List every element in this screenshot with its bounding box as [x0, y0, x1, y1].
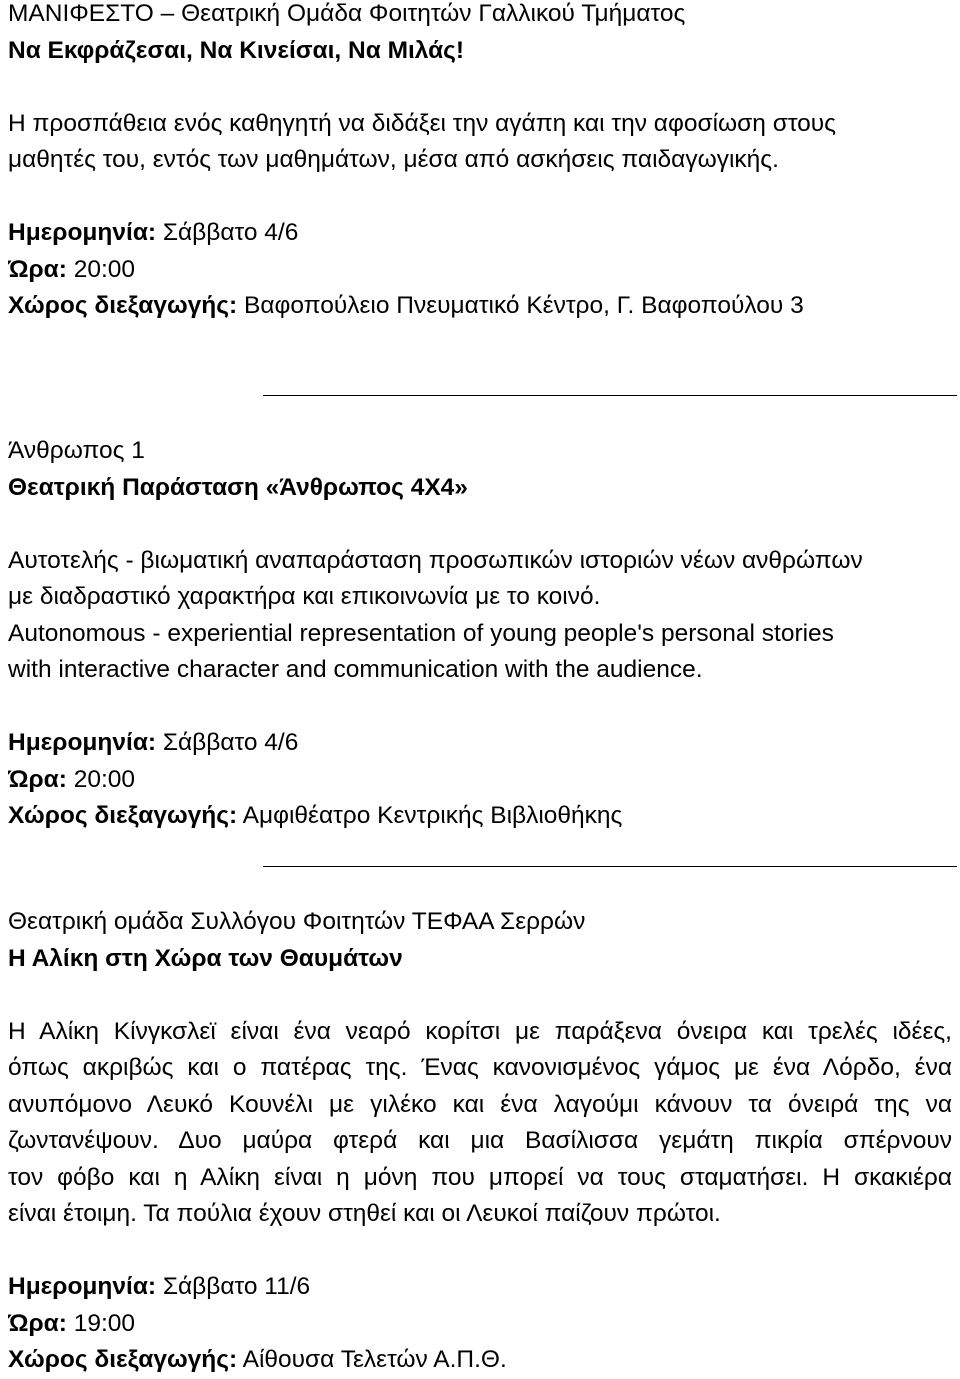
event-2-venue: [8, 798, 960, 835]
time-label: Ώρα:: [8, 765, 67, 793]
event-1: [8, 0, 960, 325]
event-1-venue: [8, 288, 960, 325]
section-divider-1: [263, 395, 957, 396]
time-value: 20:00: [66, 255, 136, 283]
venue-value: Βαφοπούλειο Πνευματικό Κέντρο, Γ. Βαφοπούλου 3: [237, 292, 804, 319]
venue-label: Χώρος διεξαγωγής:: [8, 292, 238, 319]
event-1-desc-line-2: μαθητές του, εντός των μαθημάτων, μέσα από ασκήσεις παιδαγωγικής.: [8, 146, 779, 173]
event-2-desc-line-3: Autonomous - experiential representation of young people's personal stories: [8, 619, 834, 647]
time-label: Ώρα:: [8, 255, 67, 283]
time-value: 19:00: [66, 1309, 136, 1337]
date-value: Σάββατο 11/6: [156, 1273, 311, 1300]
event-3-time: [8, 1306, 960, 1343]
event-1-header: ΜΑΝΙΦΕΣΤΟ – Θεατρική Ομάδα Φοιτητών Γαλλικού Τμήματος: [8, 0, 686, 27]
venue-value: Αίθουσα Τελετών Α.Π.Θ.: [237, 1346, 507, 1373]
event-3-desc-line-5: τον φόβο και η Αλίκη είναι η μόνη που μπορεί να τους σταματήσει. Η σκακιέρα: [8, 1163, 952, 1191]
event-3-header: Θεατρική ομάδα Συλλόγου Φοιτητών ΤΕΦΑΑ Σερρών: [8, 908, 586, 935]
date-label: Ημερομηνία:: [8, 729, 157, 756]
time-value: 20:00: [66, 765, 136, 793]
event-2-desc-line-2: με διαδραστικό χαρακτήρα και επικοινωνία με το κοινό.: [8, 583, 601, 610]
event-1-date: [8, 215, 960, 252]
event-3-desc-line-4: ζωντανέψουν. Δυο μαύρα φτερά και μια Βασίλισσα γεμάτη πικρία σπέρνουν: [8, 1127, 952, 1154]
event-2: [8, 433, 960, 835]
event-3-desc-line-6: είναι έτοιμη. Τα πούλια έχουν στηθεί και οι Λευκοί παίζουν πρώτοι.: [8, 1200, 721, 1227]
event-2-time: [8, 762, 960, 799]
event-2-header: Άνθρωπος 1: [8, 437, 145, 464]
venue-label: Χώρος διεξαγωγής:: [8, 1346, 238, 1373]
event-2-desc-line-1: Αυτοτελής - βιωματική αναπαράσταση προσωπικών ιστοριών νέων ανθρώπων: [8, 546, 863, 574]
event-3-desc-line-3: ανυπόμονο Λευκό Κουνέλι με γιλέκο και ένα λαγούμι κάνουν τα όνειρά της να: [8, 1090, 952, 1118]
event-3-venue: [8, 1342, 960, 1379]
venue-value: Αμφιθέατρο Κεντρικής Βιβλιοθήκης: [237, 802, 623, 829]
event-1-title: Να Εκφράζεσαι, Να Κινείσαι, Να Μιλάς!: [8, 36, 465, 64]
event-1-time: [8, 252, 960, 289]
date-label: Ημερομηνία:: [8, 1273, 157, 1300]
date-value: Σάββατο 4/6: [156, 729, 299, 756]
event-3-title: Η Αλίκη στη Χώρα των Θαυμάτων: [8, 944, 403, 972]
event-2-desc-line-4: with interactive character and communication with the audience.: [8, 656, 703, 683]
time-label: Ώρα:: [8, 1309, 67, 1337]
event-2-date: [8, 725, 960, 762]
event-3-desc-line-1: Η Αλίκη Κίνγκσλεϊ είναι ένα νεαρό κορίτσι με παράξενα όνειρα και τρελές ιδέες,: [8, 1017, 952, 1045]
event-2-title: Θεατρική Παράσταση «Άνθρωπος 4Χ4»: [8, 473, 468, 501]
event-1-desc-line-1: Η προσπάθεια ενός καθηγητή να διδάξει την αγάπη και την αφοσίωση στους: [8, 109, 836, 137]
event-3-desc-line-2: όπως ακριβώς και ο πατέρας της. Ένας κανονισμένος γάμος με ένα Λόρδο, ένα: [8, 1054, 952, 1081]
date-value: Σάββατο 4/6: [156, 219, 299, 246]
event-3: [8, 904, 960, 1379]
event-3-date: [8, 1269, 960, 1306]
section-divider-2: [263, 866, 957, 867]
date-label: Ημερομηνία:: [8, 219, 157, 246]
venue-label: Χώρος διεξαγωγής:: [8, 802, 238, 829]
